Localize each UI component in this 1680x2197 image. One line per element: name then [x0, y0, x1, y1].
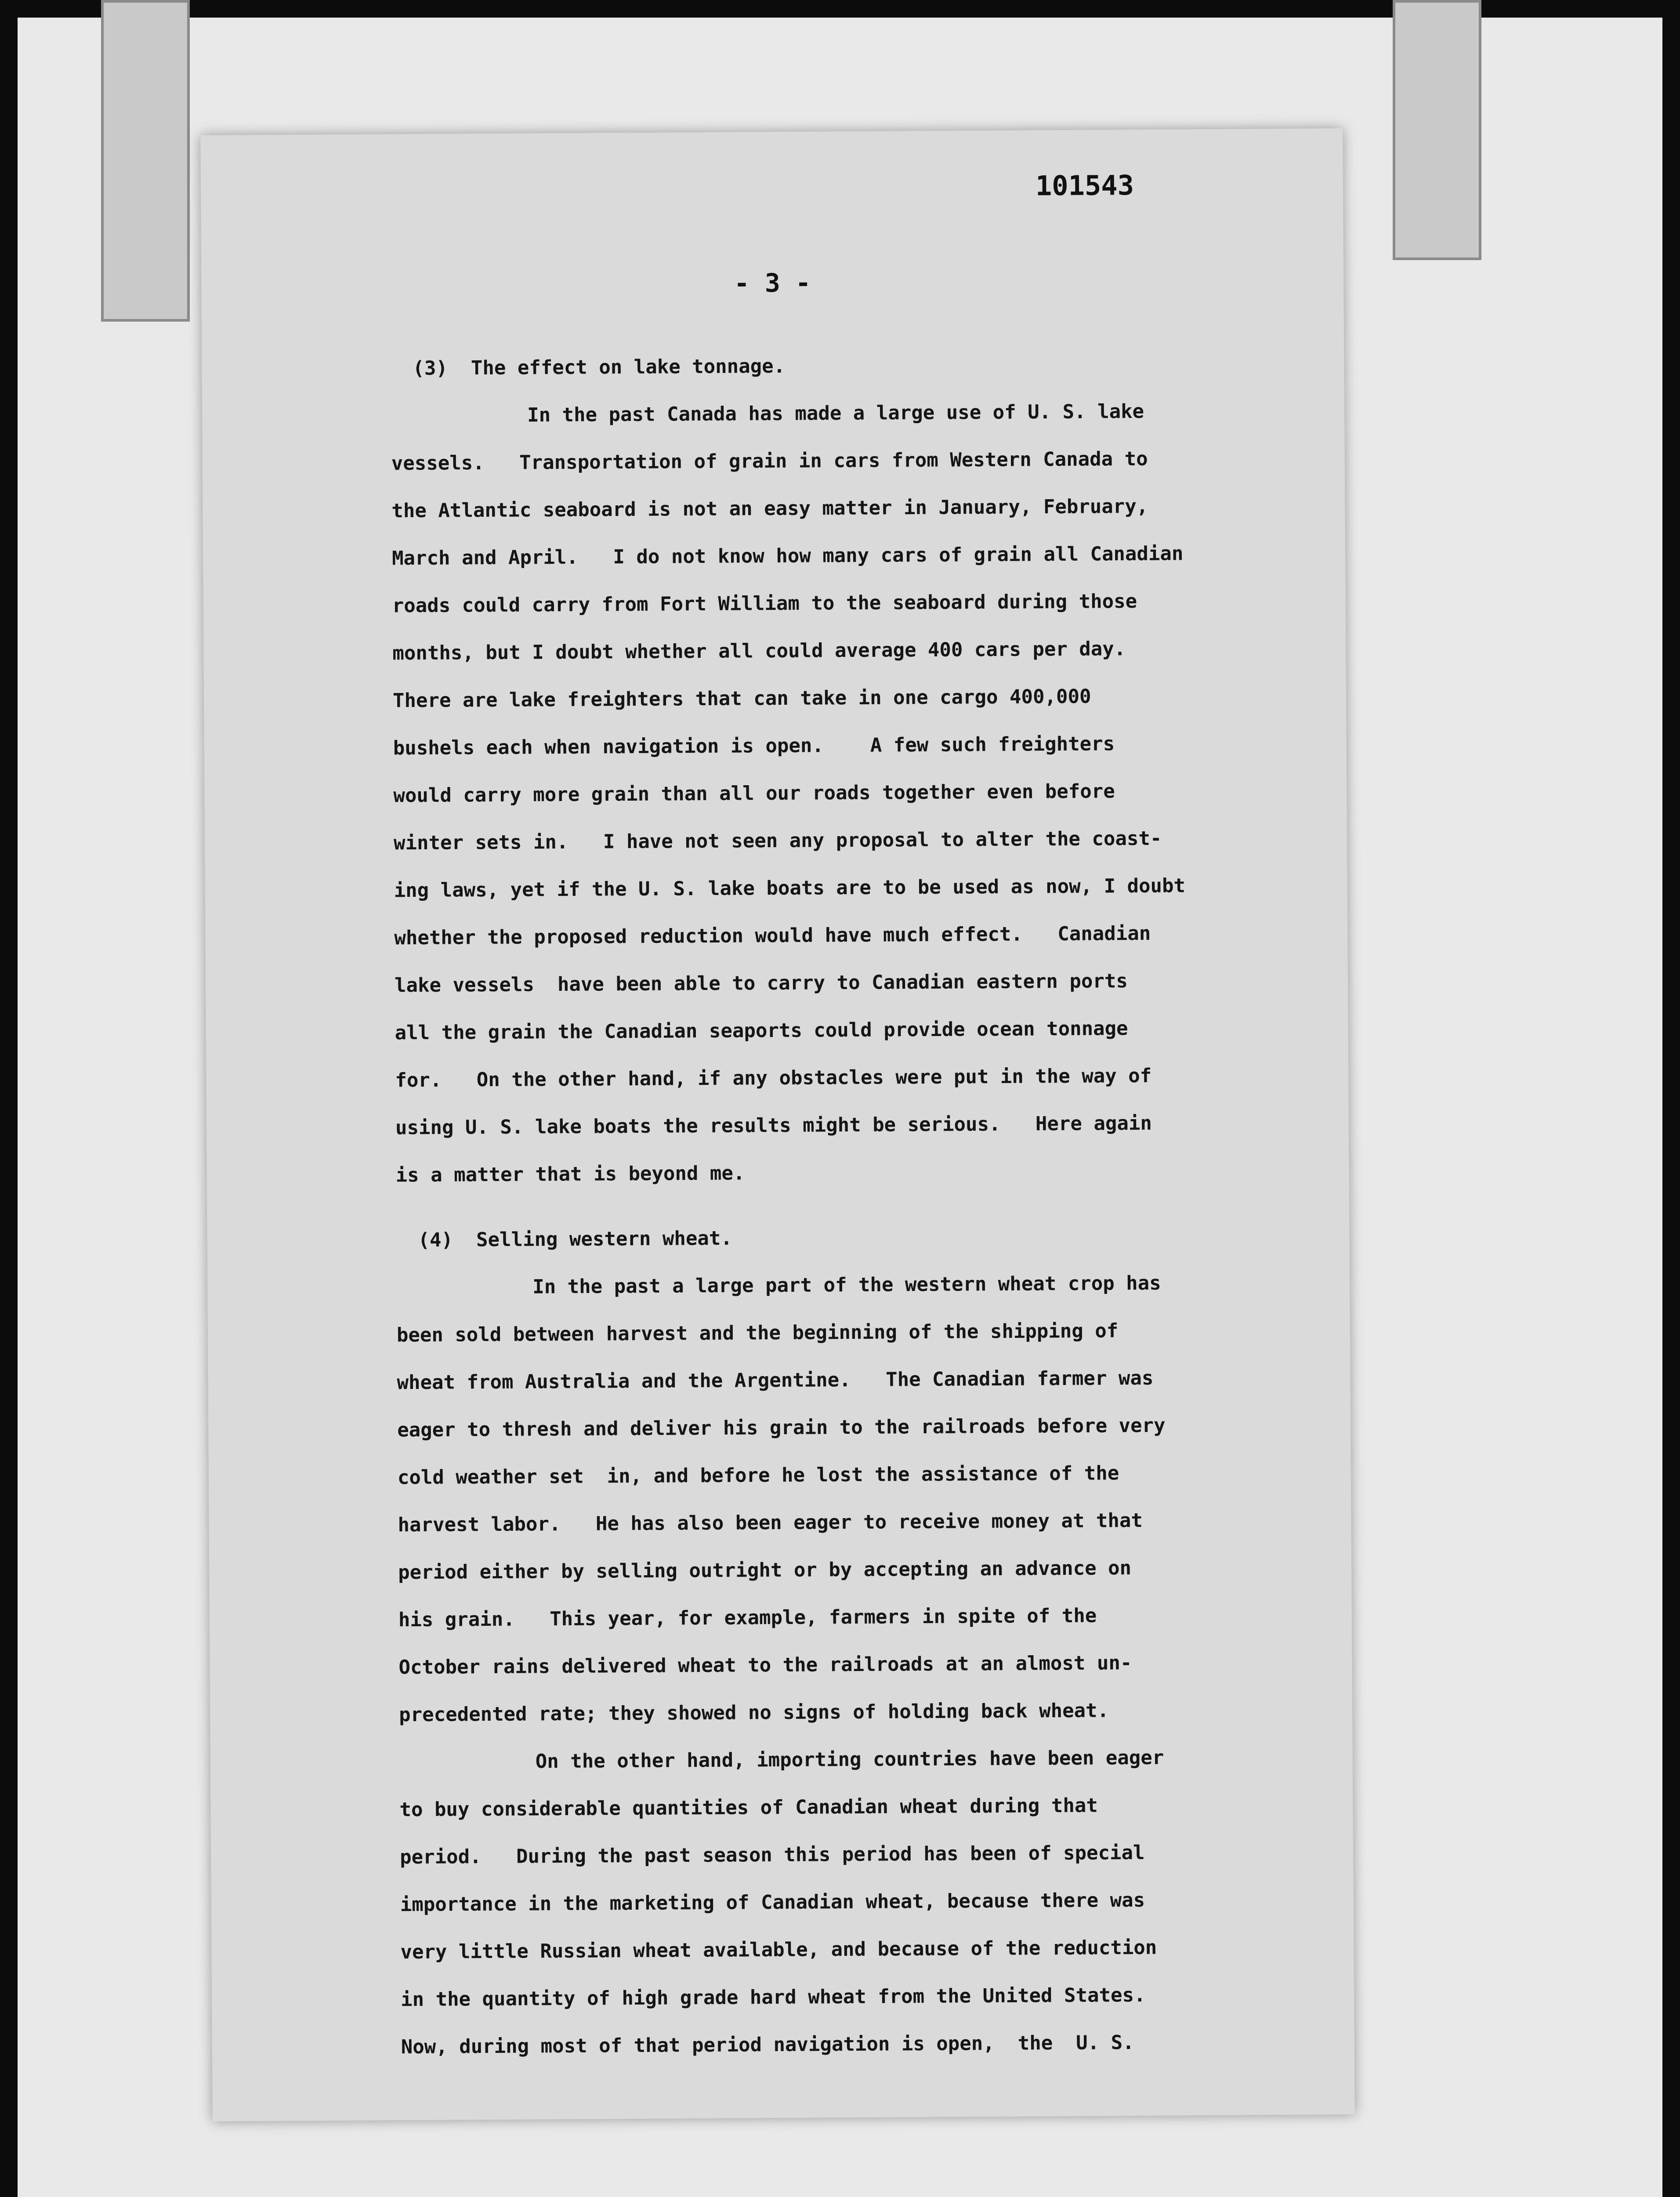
text-line: There are lake freighters that can take in one cargo 400,000: [392, 685, 1091, 712]
text-line: harvest labor. He has also been eager to receive money at that: [398, 1509, 1143, 1537]
text-line: is a matter that is beyond me.: [395, 1162, 745, 1187]
text-line: for. On the other hand, if any obstacles were put in the way of: [395, 1064, 1152, 1092]
text-line: period either by selling outright or by accepting an advance on: [398, 1557, 1132, 1584]
reference-number: 101543: [1035, 169, 1134, 202]
text-line: the Atlantic seaboard is not an easy matter in January, February,: [391, 495, 1148, 522]
text-line: Now, during most of that period navigation is open, the U. S.: [401, 2031, 1134, 2059]
text-line: whether the proposed reduction would have much effect. Canadian: [394, 922, 1151, 950]
text-line: very little Russian wheat available, and because of the reduction: [400, 1936, 1157, 1964]
text-line: in the quantity of high grade hard wheat from the United States.: [400, 1983, 1146, 2011]
text-line: cold weather set in, and before he lost the assistance of the: [397, 1462, 1119, 1489]
document-page: [200, 128, 1355, 2121]
text-line: roads could carry from Fort William to the seaboard during those: [392, 590, 1137, 617]
text-line: On the other hand, importing countries have been eager: [535, 1746, 1164, 1773]
text-line: In the past a large part of the western wheat crop has: [532, 1272, 1161, 1298]
section-3-heading: (3) The effect on lake tonnage.: [413, 355, 786, 380]
text-line: importance in the marketing of Canadian wheat, because there was: [400, 1889, 1145, 1916]
text-line: lake vessels have been able to carry to Canadian eastern ports: [394, 970, 1128, 997]
text-line: wheat from Australia and the Argentine. The Canadian farmer was: [397, 1367, 1154, 1394]
document-body: [391, 335, 1324, 2071]
text-line: all the grain the Canadian seaports could provide ocean tonnage: [395, 1017, 1128, 1044]
page-number: - 3 -: [734, 268, 811, 298]
text-line: vessels. Transportation of grain in cars from Western Canada to: [391, 447, 1148, 475]
tape-top-right: [1393, 0, 1481, 260]
text-line: In the past Canada has made a large use of U. S. lake: [527, 400, 1144, 427]
text-line: period. During the past season this period has been of special: [400, 1841, 1145, 1869]
text-line: ing laws, yet if the U. S. lake boats are to be used as now, I doubt: [394, 874, 1186, 902]
text-line: his grain. This year, for example, farmers in spite of the: [398, 1604, 1097, 1631]
text-line: precedented rate; they showed no signs of holding back wheat.: [399, 1699, 1109, 1726]
text-line: eager to thresh and deliver his grain to the railroads before very: [397, 1414, 1166, 1442]
text-line: to buy considerable quantities of Canadian wheat during that: [399, 1794, 1098, 1821]
text-line: March and April. I do not know how many cars of grain all Canadian: [391, 542, 1184, 570]
tape-top-left: [101, 0, 190, 322]
text-line: using U. S. lake boats the results might be serious. Here again: [395, 1112, 1152, 1139]
text-line: would carry more grain than all our roads together even before: [393, 780, 1115, 807]
text-line: bushels each when navigation is open. A few such freighters: [393, 732, 1115, 760]
text-line: been sold between harvest and the beginning of the shipping of: [396, 1320, 1119, 1347]
section-4-heading: (4) Selling western wheat.: [418, 1227, 732, 1252]
text-line: months, but I doubt whether all could average 400 cars per day.: [392, 638, 1126, 665]
text-line: October rains delivered wheat to the railroads at an almost un-: [398, 1652, 1132, 1679]
text-line: winter sets in. I have not seen any proposal to alter the coast-: [393, 827, 1162, 855]
